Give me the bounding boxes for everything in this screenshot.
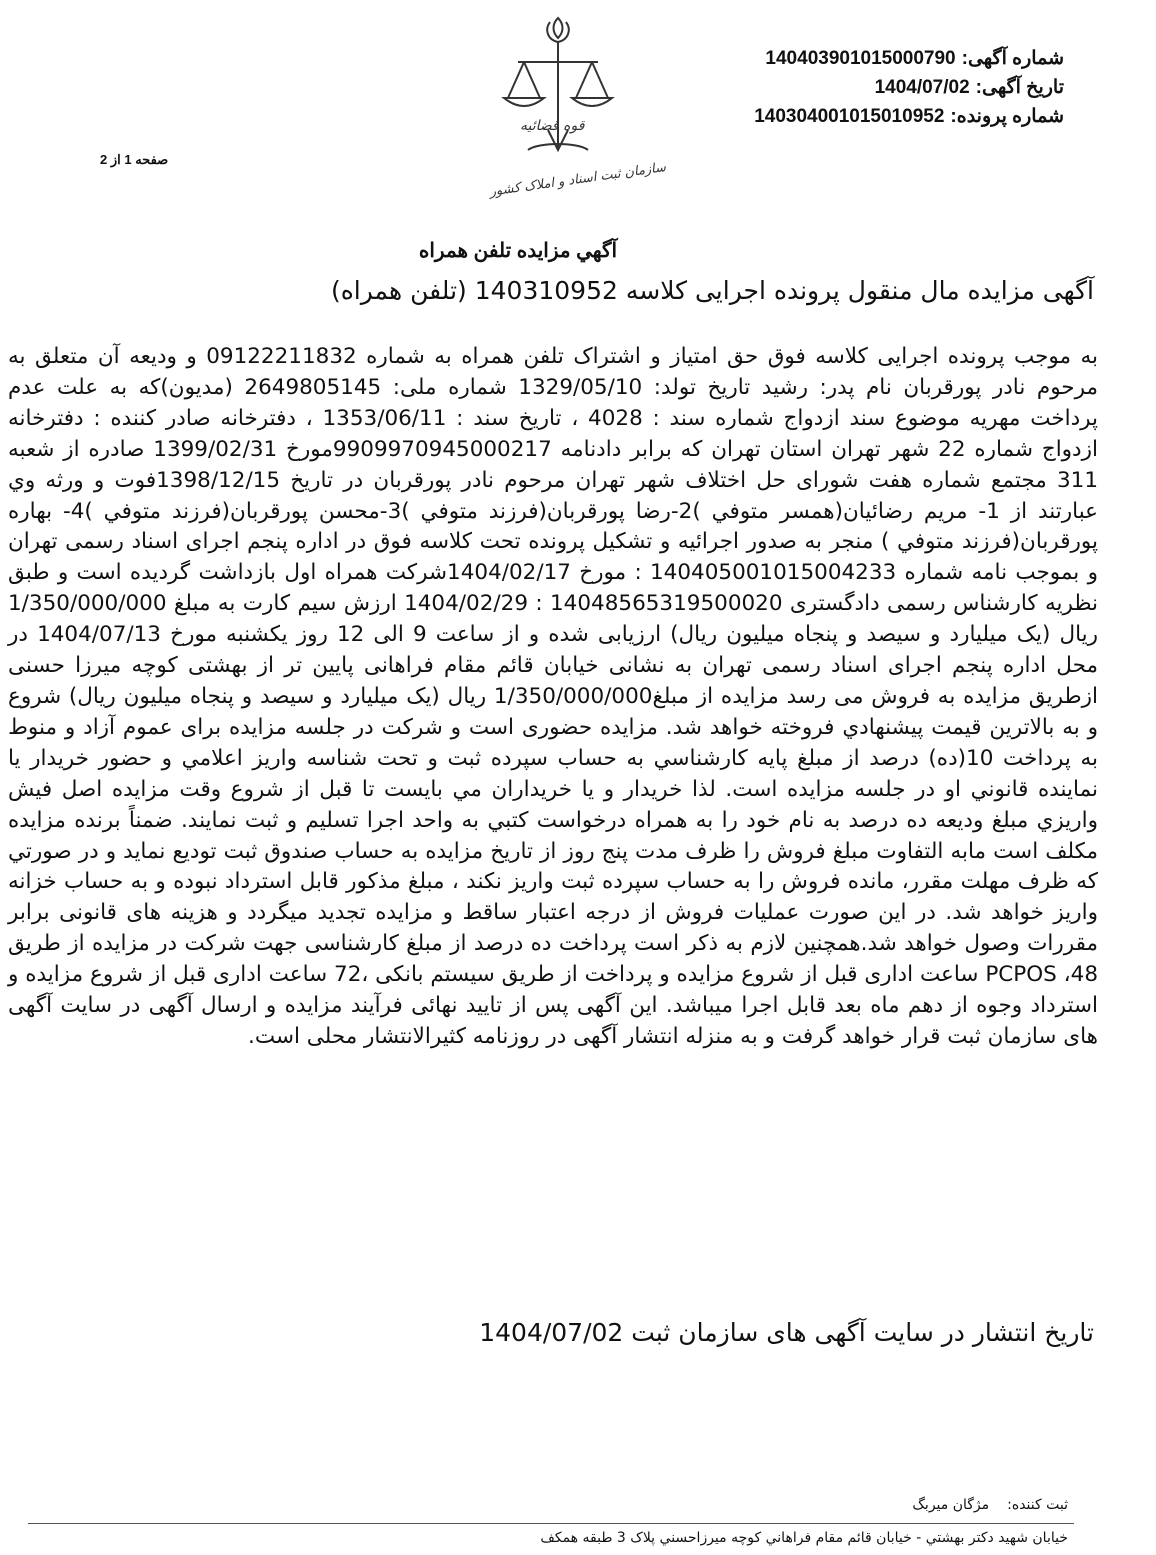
notice-meta (644, 44, 1064, 131)
registrar (912, 1497, 1068, 1513)
page-subtitle: آگهی مزایده مال منقول پرونده اجرایی کلاسه 140310952 (تلفن همراه) (330, 276, 1094, 305)
logo-text-judiciary: قوه قضائیه (520, 118, 585, 134)
notice-date-row (644, 73, 1064, 102)
office-address: خیابان شهید دکتر بهشتي - خیابان قائم مقام فراهاني کوچه میرزاحسني پلاک 3 طبقه همکف (540, 1530, 1068, 1546)
page-title: آگهي مزايده تلفن همراه (418, 240, 618, 262)
case-number-row (644, 102, 1064, 131)
case-number: 140304001015010952 (754, 106, 945, 127)
case-number-label: شماره پرونده: (950, 106, 1064, 127)
registrar-name: مژگان میربگ (912, 1497, 990, 1513)
notice-number-row (644, 44, 1064, 73)
notice-date-label: تاریخ آگهی: (975, 77, 1064, 98)
registrar-label: ثبت کننده: (1007, 1497, 1068, 1513)
notice-number-label: شماره آگهی: (961, 48, 1064, 69)
notice-body: به موجب پرونده اجرایی کلاسه فوق حق امتیاز و اشتراک تلفن همراه به شماره 09122211832 و ودیعه آن متعلق به مرحوم نادر پورقربان نام پدر: رشید تاریخ تولد: 1329/05/10 شماره ملی: 2649805145 (مدیون)که به علت عدم پرداخت مهریه موضوع سند ازدواج شماره سند : 4028 ، تاریخ سند : 1353/06/11 ، دفترخانه صادر کننده : دفترخانه ازدواج شماره 22 شهر تهران استان تهران که برابر دادنامه 9909970945000217مورخ 1399/02/31 صادره از شعبه 311 مجتمع شماره هفت شورای حل اختلاف شهر تهران مرحوم نادر پورقربان در تاریخ 1398/12/15فوت و ورثه وي عبارتند از 1- مریم رضائیان(همسر متوفي )2-رضا پورقربان(فرزند متوفي )3-محسن پورقربان(فرزند متوفي )4- بهاره پورقربان(فرزند متوفي ) منجر به صدور اجرائیه و تشکیل پرونده تحت کلاسه فوق در اداره پنجم اجرای اسناد رسمی تهران و بموجب نامه شماره 140405001015004233 : مورخ 1404/02/17شرکت همراه اول بازداشت گردیده است و طبق نظریه کارشناس رسمی دادگستری 14048565319500020 : 1404/02/29 ارزش سیم کارت به مبلغ 1/350/000/000 ریال (یک میلیارد و سیصد و پنجاه میلیون ریال) ارزیابی شده و از ساعت 9 الی 12 روز یکشنبه مورخ 1404/07/13 در محل اداره پنجم اجرای اسناد رسمی تهران به نشانی خیابان قائم مقام فراهانی پایین تر از بهشتی کوچه میرزا حسنی ازطریق مزایده به فروش می رسد مزایده از مبلغ1/350/000/000 ریال (یک میلیارد و سیصد و پنجاه میلیون ریال) شروع و به بالاترین قیمت پیشنهادي فروخته خواهد شد. مزایده حضوری است و شرکت در جلسه مزایده برای عموم آزاد و منوط به پرداخت 10(ده) درصد از مبلغ پایه کارشناسي به حساب سپرده ثبت و تحت شناسه واریز اعلامي و حضور خریدار یا نماینده قانوني او در جلسه مزایده است. لذا خریدار و یا خریداران مي بایست تا قبل از شروع وقت مزایده اصل فیش واریزي مبلغ ودیعه ده درصد به نام خود را به همراه درخواست کتبي به واحد اجرا تسلیم و ثبت نمایند. ضمناً برنده مزایده مکلف است مابه التفاوت مبلغ فروش را ظرف مدت پنج روز از تاریخ مزایده به حساب صندوق ثبت تودیع نماید و در صورتي که ظرف مهلت مقرر، مانده فروش را به حساب سپرده ثبت واریز نکند ، مبلغ مذکور قابل استرداد نبوده و به حساب خزانه واریز خواهد شد. در این صورت عملیات فروش از درجه اعتبار ساقط و مزایده تجدید میگردد و هزینه های قانونی برابر مقررات وصول خواهد شد.همچنین لازم به ذکر است پرداخت ده درصد از مبلغ کارشناسی جهت شرکت در مزایده از طریق 48، PCPOS ساعت اداری قبل از شروع مزایده و پرداخت از طریق سیستم بانکی ،72 ساعت اداری قبل از شروع مزایده و استرداد وجوه از دهم ماه بعد قابل اجرا میباشد. این آگهی پس از تایید نهائی فرآیند مزایده و ارسال آگهی در سایت آگهی های سازمان ثبت قرار خواهد گرفت و به منزله انتشار آگهی در روزنامه کثیرالانتشار محلی است. (8, 344, 1099, 1049)
publication-line: تاریخ انتشار در سایت آگهی های سازمان ثبت 1404/07/02 (479, 1318, 1094, 1347)
footer-divider (28, 1523, 1074, 1524)
notice-date: 1404/07/02 (874, 77, 970, 98)
logo-text-organization: سازمان ثبت اسناد و املاک کشور (488, 160, 667, 200)
notice-number: 140403901015000790 (765, 48, 956, 69)
page-indicator: صفحه 1 از 2 (100, 152, 169, 167)
